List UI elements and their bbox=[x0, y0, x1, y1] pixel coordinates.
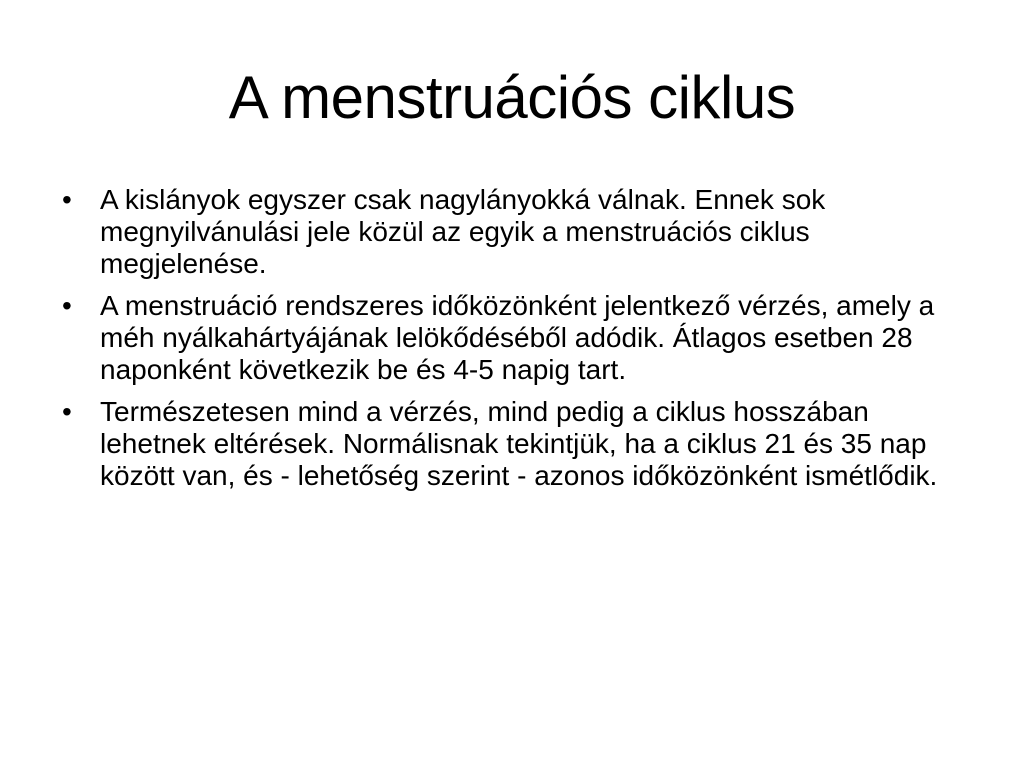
bullet-text: A menstruáció rendszeres időközönként jelentkező vérzés, amely a méh nyálkahártyájának lelökődéséből adódik. Átlagos esetben 28 naponként következik be és 4-5 napig tart. bbox=[100, 290, 935, 385]
bullet-dot-icon: • bbox=[62, 290, 72, 321]
bullet-dot-icon: • bbox=[62, 396, 72, 427]
bullet-list bbox=[58, 184, 968, 502]
slide-title: A menstruációs ciklus bbox=[228, 64, 796, 131]
bullet-text: A kislányok egyszer csak nagylányokká válnak. Ennek sok megnyilvánulási jele közül az egyik a menstruációs ciklus megjelenése. bbox=[100, 184, 826, 279]
bullet-item bbox=[58, 396, 968, 492]
bullet-item bbox=[58, 184, 968, 280]
bullet-item bbox=[58, 290, 968, 386]
bullet-text: Természetesen mind a vérzés, mind pedig a ciklus hosszában lehetnek eltérések. Normálisnak tekintjük, ha a ciklus 21 és 35 nap között van, és - lehetőség szerint - azonos időközönként ismétlődik. bbox=[100, 396, 938, 491]
bullet-dot-icon: • bbox=[62, 184, 72, 215]
